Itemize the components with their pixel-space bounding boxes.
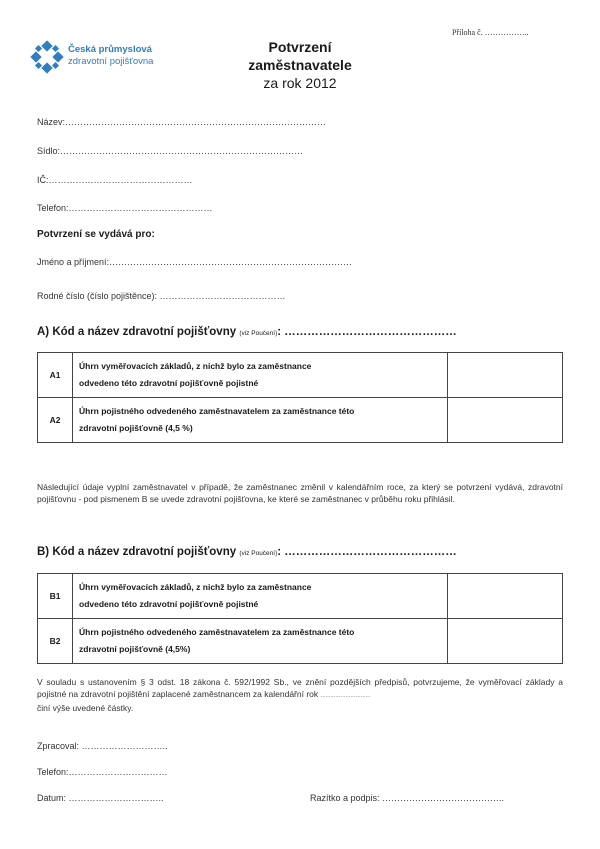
attachment-number: Příloha č. …………….. (452, 28, 529, 37)
title-line-2: zaměstnavatele (248, 57, 352, 73)
section-a-heading (37, 326, 457, 338)
row-value-cell (448, 398, 563, 443)
legal-statement (37, 676, 563, 714)
legal-year-dots: ………………………… (320, 693, 371, 699)
row-value-cell (448, 353, 563, 398)
section-b-title: B) Kód a název zdravotní pojišťovny (37, 546, 237, 558)
employer-name-field: Název:…………………………………………………………………………… (37, 117, 327, 127)
row-desc-line-2: zdravotní pojišťovně (4,5 %) (79, 423, 193, 433)
date-field: Datum: ………………………….. (37, 793, 164, 803)
legal-text: V souladu s ustanovením § 3 odst. 18 zákona č. 592/1992 Sb., ve znění pozdějších předpisů, potvrzujeme, že vyměřovací základy a pojistné na zdravotní pojištění zaplacené zaměstnancem za kalendářní rok (37, 677, 563, 699)
title-line-1: Potvrzení (268, 39, 332, 55)
section-a-note: (viz Poučení) (239, 330, 278, 337)
title-line-3: za rok 2012 (263, 75, 337, 91)
row-desc-line-2: odvedeno této zdravotní pojišťovně pojistné (79, 378, 259, 388)
person-name-field: Jméno a příjmení:……………………………………………………………………… (37, 257, 353, 267)
row-code: A1 (38, 353, 73, 398)
row-description (73, 353, 448, 398)
table-row (38, 574, 563, 619)
logo-line-1: Česká průmyslová (68, 44, 152, 55)
row-code: B2 (38, 619, 73, 664)
row-value-cell (448, 574, 563, 619)
section-b-note: (viz Poučení) (239, 550, 278, 557)
row-code: B1 (38, 574, 73, 619)
row-desc-line-1: Úhrn pojistného odvedeného zaměstnavatelem za zaměstnance této (79, 406, 355, 416)
table-row (38, 619, 563, 664)
row-description (73, 398, 448, 443)
row-desc-line-2: odvedeno této zdravotní pojišťovně pojistné (79, 599, 259, 609)
table-row (38, 398, 563, 443)
section-b-table (37, 573, 563, 664)
stamp-signature-field: Razítko a podpis: ………………………………….. (310, 793, 505, 803)
employer-seat-field: Sídlo:……………………………………………………………………… (37, 146, 304, 156)
row-desc-line-1: Úhrn pojistného odvedeného zaměstnavatelem za zaměstnance této (79, 627, 355, 637)
legal-end: činí výše uvedené částky. (37, 703, 134, 713)
employer-ico-field: IČ:………………………………………… (37, 175, 193, 185)
birth-number-field: Rodné číslo (číslo pojištěnce): …………………………………… (37, 291, 286, 301)
document-title (0, 38, 600, 92)
row-code: A2 (38, 398, 73, 443)
row-value-cell (448, 619, 563, 664)
row-desc-line-1: Úhrn vyměřovacích základů, z nichž bylo za zaměstnance (79, 361, 312, 371)
middle-paragraph: Následující údaje vyplní zaměstnavatel v případě, že zaměstnanec změnil v kalendářním roce, za který se potvrzení vydává, zdravotní pojišťovnu - pod pismenem B se uvede zdravotní pojišťovna, ke které se zaměstnanec v průběhu roku přihlásil. (37, 482, 563, 504)
row-desc-line-1: Úhrn vyměřovacích základů, z nichž bylo za zaměstnance (79, 582, 312, 592)
processed-by-field: Zpracoval: ……………………….. (37, 741, 168, 751)
section-a-table (37, 352, 563, 443)
footer-phone-field: Telefon:…………………………… (37, 767, 168, 777)
section-b-heading (37, 546, 457, 558)
row-description (73, 574, 448, 619)
section-b-dots: : ……………………………………… (277, 546, 457, 558)
employer-phone-field: Telefon:………………………………………… (37, 203, 213, 213)
issued-for-heading: Potvrzení se vydává pro: (37, 229, 155, 240)
logo-line-2: zdravotní pojišťovna (68, 56, 154, 67)
row-desc-line-2: zdravotní pojišťovně (4,5%) (79, 644, 191, 654)
table-row (38, 353, 563, 398)
section-a-dots: : ……………………………………… (277, 326, 457, 338)
row-description (73, 619, 448, 664)
section-a-title: A) Kód a název zdravotní pojišťovny (37, 326, 237, 338)
